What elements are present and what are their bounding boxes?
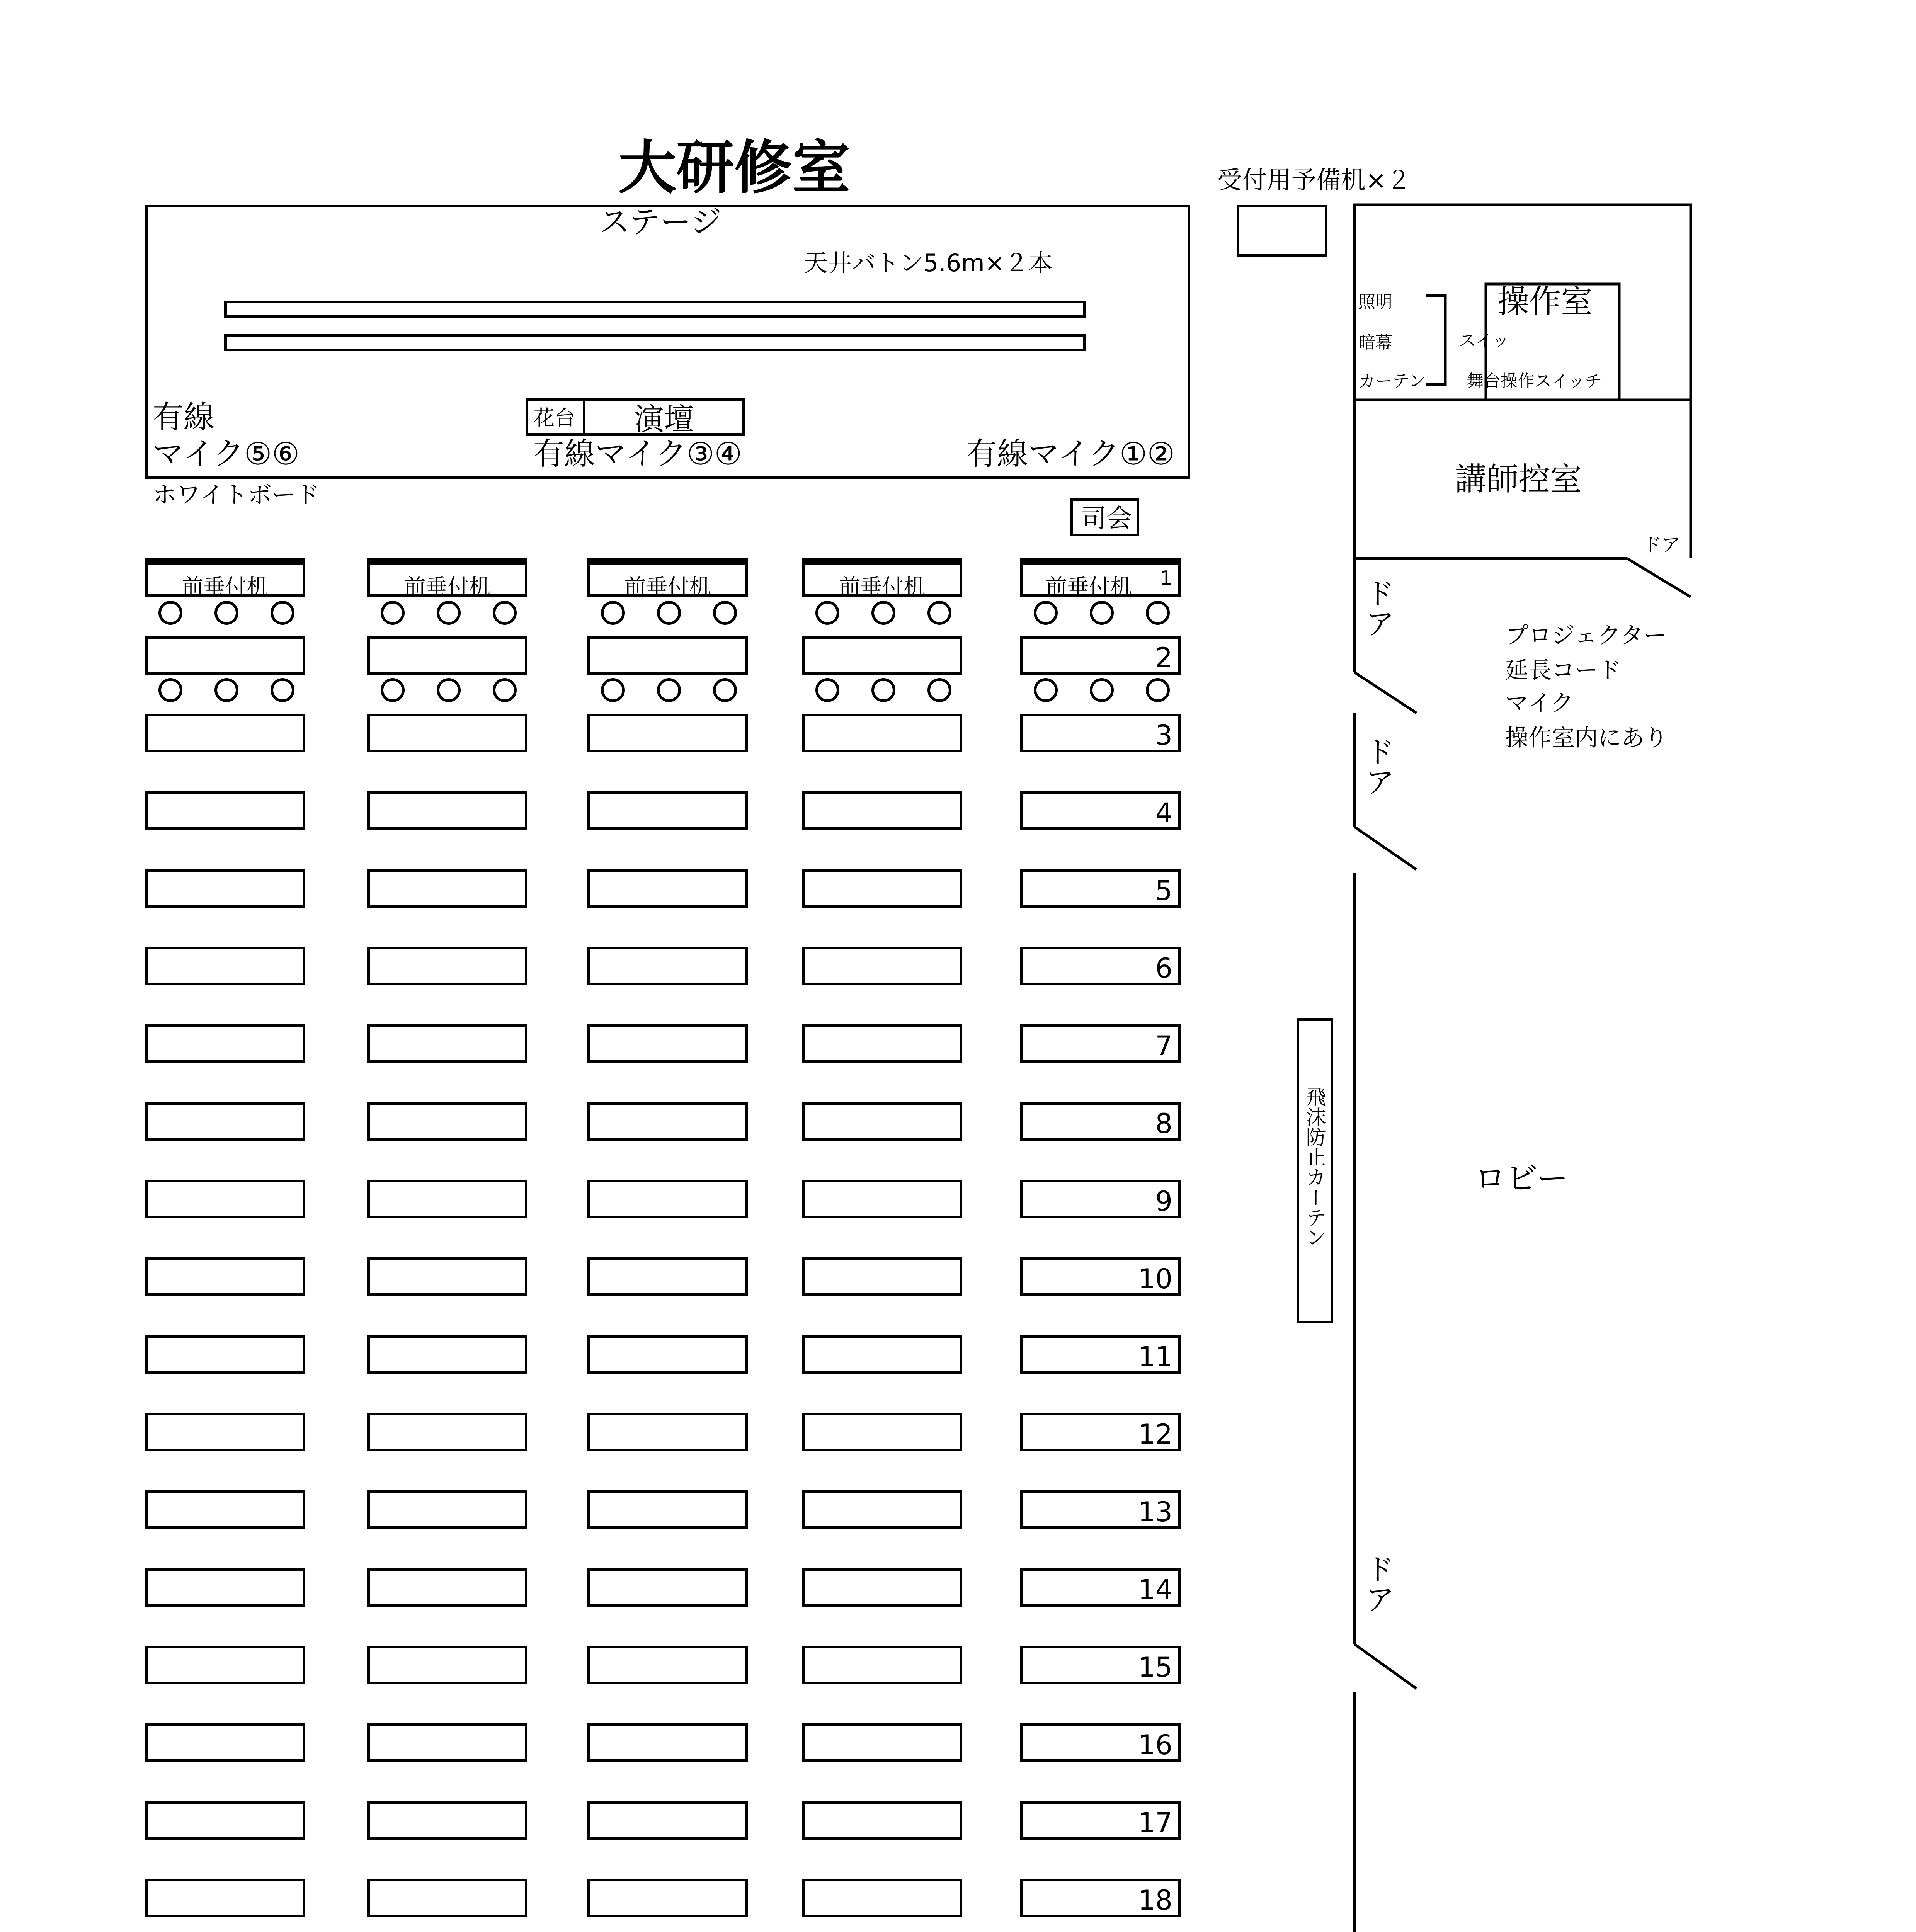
- desk: [587, 636, 748, 675]
- control-item-curtain: カーテン: [1358, 371, 1426, 391]
- desk: [367, 714, 527, 752]
- desk: [802, 714, 962, 752]
- equipment-note-extension: 延長コード: [1505, 657, 1621, 684]
- desk: [367, 1413, 527, 1451]
- splash-curtain-label: 飛沫防止カーテン: [1302, 1087, 1326, 1247]
- chair: [381, 601, 405, 625]
- row-number: 14: [1138, 1574, 1172, 1605]
- front-desk-label: 前垂付机: [624, 575, 711, 600]
- desk: [367, 636, 527, 675]
- row-number: 1: [1159, 567, 1172, 590]
- row-number: 7: [1155, 1030, 1172, 1062]
- equipment-note-projector: プロジェクター: [1505, 622, 1667, 649]
- desk: [367, 1723, 527, 1762]
- desk: [145, 1180, 305, 1218]
- chair: [871, 601, 895, 625]
- desk: [587, 714, 748, 752]
- desk: [587, 1879, 748, 1917]
- chair: [493, 678, 517, 702]
- control-room-title: 操作室: [1497, 283, 1593, 320]
- desk: [145, 947, 305, 985]
- row-number: 16: [1138, 1729, 1172, 1761]
- desk: [802, 1102, 962, 1141]
- desk: [145, 636, 305, 675]
- chair: [927, 678, 951, 702]
- desk: [145, 1879, 305, 1917]
- row-number: 11: [1138, 1341, 1172, 1372]
- chair: [214, 601, 238, 625]
- desk: [145, 1801, 305, 1840]
- control-item-lighting: 照明: [1358, 292, 1392, 312]
- desk: [1020, 947, 1181, 985]
- front-desk: [145, 558, 305, 600]
- desk: [802, 1723, 962, 1762]
- desk: [1020, 1024, 1181, 1063]
- wired-mic-right: 有線マイク①②: [966, 436, 1175, 472]
- chair: [927, 601, 951, 625]
- desk: [587, 1413, 748, 1451]
- desk: [587, 1646, 748, 1684]
- row-number: 9: [1155, 1185, 1172, 1217]
- chair: [1146, 678, 1170, 702]
- desk: [802, 1413, 962, 1451]
- lecturer-door-label: ドア: [1642, 534, 1681, 556]
- desk: [367, 1801, 527, 1840]
- desk: [587, 791, 748, 830]
- desk: [367, 1879, 527, 1917]
- row-number: 8: [1155, 1108, 1172, 1139]
- desk: [367, 1490, 527, 1529]
- desk: [587, 1490, 748, 1529]
- desk: [367, 1024, 527, 1063]
- desk: [587, 1568, 748, 1607]
- front-desk: [367, 558, 527, 600]
- desk: [145, 1723, 305, 1762]
- wired-mic-left-line1: 有線: [153, 399, 214, 435]
- chair: [271, 678, 294, 702]
- door-swing-1: [1354, 672, 1416, 713]
- chair: [158, 678, 182, 702]
- desk: [802, 1024, 962, 1063]
- row-number: 12: [1138, 1418, 1172, 1450]
- mc-label: 司会: [1081, 503, 1132, 533]
- podium-label: 演壇: [634, 402, 694, 437]
- lecturer-door-swing: [1627, 558, 1691, 597]
- desk: [367, 1335, 527, 1374]
- desk: [1020, 791, 1181, 830]
- desk: [367, 1257, 527, 1296]
- chair: [815, 601, 839, 625]
- desk: [587, 1723, 748, 1762]
- desk: [145, 791, 305, 830]
- equipment-note-mic: マイク: [1505, 690, 1574, 717]
- chair: [871, 678, 895, 702]
- desk: [587, 1180, 748, 1218]
- desk: [1020, 1879, 1181, 1917]
- front-desk-label: 前垂付机: [1045, 575, 1132, 600]
- desk: [587, 1257, 748, 1296]
- desk: [802, 791, 962, 830]
- chair: [657, 678, 681, 702]
- desk: [367, 1180, 527, 1218]
- row-number: 13: [1138, 1496, 1172, 1528]
- desk: [145, 714, 305, 752]
- reception-label: 受付用予備机×２: [1217, 166, 1411, 195]
- row-number: 18: [1138, 1884, 1172, 1916]
- baton-label: 天井バトン5.6m×２本: [804, 249, 1053, 277]
- desk: [367, 1102, 527, 1141]
- door-label-1: ドア: [1360, 578, 1395, 638]
- front-desk-label: 前垂付机: [839, 575, 926, 600]
- desk: [1020, 1646, 1181, 1684]
- chair: [1034, 678, 1058, 702]
- chair: [713, 601, 737, 625]
- door-label-3: ドア: [1360, 1553, 1395, 1614]
- desk: [587, 1102, 748, 1141]
- chair: [381, 678, 405, 702]
- chair: [1146, 601, 1170, 625]
- desk: [145, 1568, 305, 1607]
- stage-label: ステージ: [599, 204, 721, 240]
- desk: [802, 1568, 962, 1607]
- chair: [1034, 601, 1058, 625]
- desk: [1020, 1102, 1181, 1141]
- desk: [802, 1879, 962, 1917]
- desk: [1020, 1413, 1181, 1451]
- row-number: 3: [1155, 719, 1172, 751]
- desk: [1020, 869, 1181, 908]
- front-desk-label: 前垂付机: [404, 575, 491, 600]
- row-number: 4: [1155, 797, 1172, 829]
- desk: [587, 1335, 748, 1374]
- lecturer-room-label: 講師控室: [1455, 461, 1582, 498]
- desk: [1020, 714, 1181, 752]
- desk: [1020, 1257, 1181, 1296]
- splash-curtain: [1297, 1018, 1333, 1323]
- desk: [367, 869, 527, 908]
- desk: [145, 1102, 305, 1141]
- chair: [657, 601, 681, 625]
- chair: [437, 678, 461, 702]
- chair: [158, 601, 182, 625]
- control-switch-label: スイッ: [1459, 331, 1509, 350]
- chair: [1090, 601, 1114, 625]
- front-desk: [1020, 558, 1181, 600]
- chair: [493, 601, 517, 625]
- row-number: 17: [1138, 1807, 1172, 1838]
- chair: [271, 601, 294, 625]
- desk: [1020, 1723, 1181, 1762]
- desk: [1020, 1180, 1181, 1218]
- desk: [145, 1646, 305, 1684]
- front-desk: [802, 558, 962, 600]
- desk: [367, 1646, 527, 1684]
- front-desk: [587, 558, 748, 600]
- row-number: 2: [1155, 642, 1172, 673]
- desk: [587, 1024, 748, 1063]
- desk: [802, 1801, 962, 1840]
- desk: [802, 947, 962, 985]
- door-swing-3: [1354, 1644, 1416, 1689]
- equipment-note-location: 操作室内にあり: [1505, 724, 1668, 752]
- wired-mic-center: 有線マイク③④: [533, 436, 742, 472]
- desk: [1020, 1568, 1181, 1607]
- chair: [713, 678, 737, 702]
- chair: [1090, 678, 1114, 702]
- desk: [1020, 1801, 1181, 1840]
- chair: [214, 678, 238, 702]
- desk: [802, 1646, 962, 1684]
- desk: [802, 1180, 962, 1218]
- desk: [367, 791, 527, 830]
- row-number: 10: [1138, 1263, 1172, 1295]
- desk: [145, 1335, 305, 1374]
- desk: [587, 1801, 748, 1840]
- desk: [145, 1024, 305, 1063]
- room-title: 大研修室: [618, 134, 851, 202]
- desk: [145, 1413, 305, 1451]
- whiteboard-label: ホワイトボード: [153, 481, 320, 509]
- wired-mic-left-line2: マイク⑤⑥: [153, 436, 300, 472]
- desk: [367, 947, 527, 985]
- desk: [367, 1568, 527, 1607]
- desk: [802, 1335, 962, 1374]
- row-number: 6: [1155, 952, 1172, 984]
- chair: [601, 601, 625, 625]
- desk: [1020, 1335, 1181, 1374]
- desk: [802, 1257, 962, 1296]
- chair: [815, 678, 839, 702]
- chair: [437, 601, 461, 625]
- row-number: 5: [1155, 875, 1172, 906]
- door-swing-2: [1354, 827, 1416, 869]
- chair: [601, 678, 625, 702]
- control-item-blackout: 暗幕: [1358, 333, 1392, 352]
- flower-stand-label: 花台: [534, 406, 575, 430]
- row-number: 15: [1138, 1651, 1172, 1683]
- desk: [1020, 1490, 1181, 1529]
- desk: [145, 869, 305, 908]
- desk: [587, 947, 748, 985]
- front-desk-label: 前垂付机: [182, 575, 269, 600]
- desk: [1020, 636, 1181, 675]
- lobby-label: ロビー: [1474, 1160, 1568, 1197]
- desk: [802, 869, 962, 908]
- switch-bracket: [1426, 296, 1445, 384]
- desk: [145, 1490, 305, 1529]
- desk: [802, 1490, 962, 1529]
- desk: [802, 636, 962, 675]
- stage-switch-label: 舞台操作スイッチ: [1467, 371, 1602, 391]
- door-label-2: ドア: [1360, 736, 1395, 796]
- desk: [587, 869, 748, 908]
- desk: [145, 1257, 305, 1296]
